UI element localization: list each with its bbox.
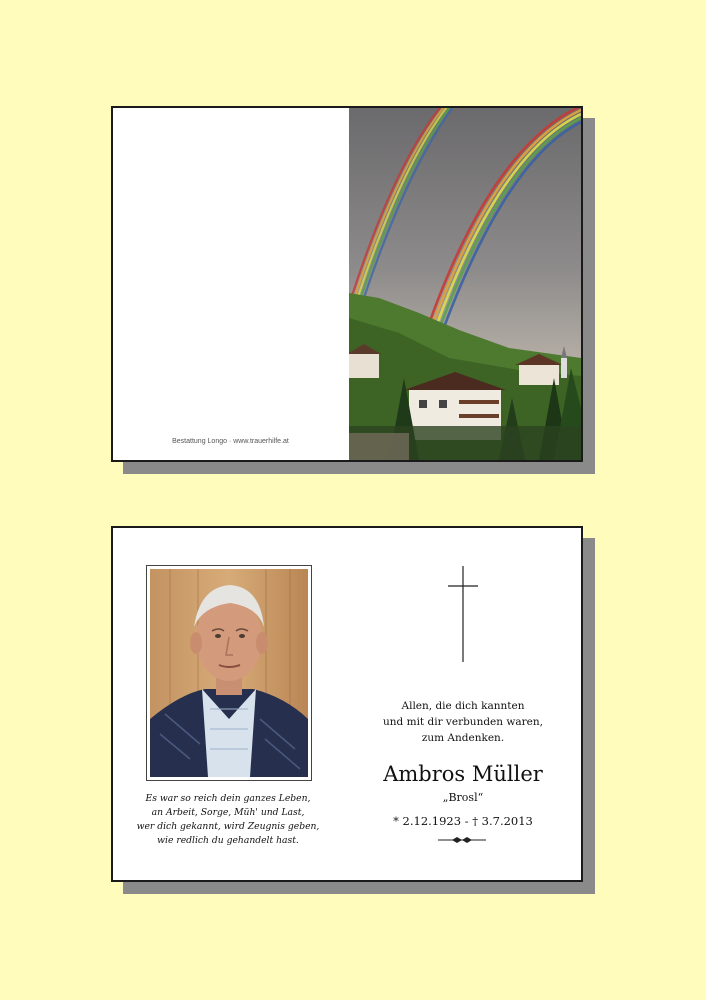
dedication-text (363, 698, 563, 746)
front-blank-panel (113, 108, 348, 460)
dedication-line: zum Andenken. (421, 732, 505, 744)
ornament-icon (438, 836, 486, 844)
rainbow-landscape-photo (349, 108, 581, 460)
dedication-line: und mit dir verbunden waren, (383, 716, 543, 728)
obituary-card-front (111, 106, 583, 462)
cross-icon (448, 566, 478, 662)
verse-line: Es war so reich dein ganzes Leben, (145, 793, 311, 804)
deceased-nickname: „Brosl“ (442, 791, 484, 804)
obituary-card-back (111, 526, 583, 882)
life-dates: * 2.12.1923 - † 3.7.2013 (393, 814, 533, 828)
memorial-verse (128, 792, 328, 848)
funeral-home-credit: Bestattung Longo · www.trauerhilfe.at (172, 438, 289, 445)
verse-line: wer dich gekannt, wird Zeugnis geben, (136, 821, 320, 832)
portrait-photo (150, 569, 308, 777)
verse-line: an Arbeit, Sorge, Müh' und Last, (151, 807, 305, 818)
portrait-photo-frame (146, 565, 312, 781)
verse-line: wie redlich du gehandelt hast. (157, 835, 299, 846)
deceased-name: Ambros Müller (383, 762, 543, 786)
dedication-line: Allen, die dich kannten (401, 700, 525, 712)
